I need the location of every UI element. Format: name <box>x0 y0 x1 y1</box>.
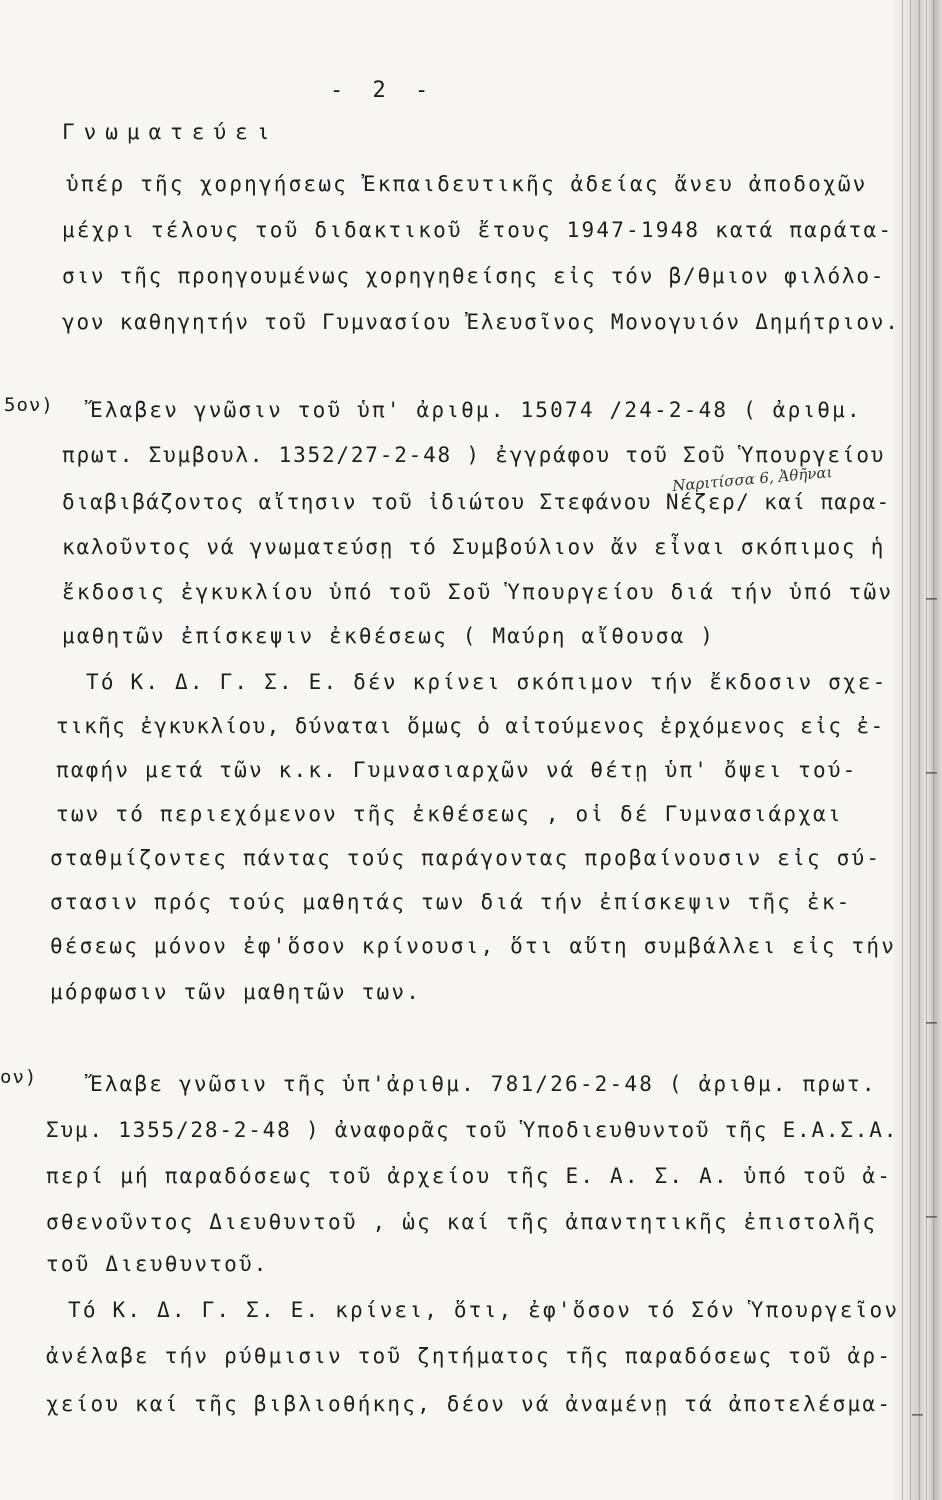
page-binding-edge <box>892 0 942 1500</box>
text-line: καλοῦντος νά γνωματεύσῃ τό Συμβούλιον ἄν εἶναι σκόπιμος ἡ <box>62 535 886 559</box>
text-line: στασιν πρός τούς μαθητάς των διά τήν ἐπίσκεψιν τῆς ἐκ- <box>50 890 852 914</box>
heading: Γνωματεύει <box>62 120 279 144</box>
text-line: πρωτ. Συμβουλ. 1352/27-2-48 ) ἐγγράφου τοῦ Σοῦ Ὑπουργείου <box>62 443 886 467</box>
text-line: τικῆς ἐγκυκλίου, δύναται ὅμως ὁ αἰτούμενος ἐρχόμενος εἰς ἐ- <box>56 714 885 738</box>
text-line: Τό Κ. Δ. Γ. Σ. Ε. κρίνει, ὅτι, ἐφ'ὅσον τό Σόν Ὑπουργεῖον <box>68 1298 900 1322</box>
text-line: των τό περιεχόμενον τῆς ἐκθέσεως , οἱ δέ Γυμνασιάρχαι <box>56 802 843 826</box>
text-line: γον καθηγητήν τοῦ Γυμνασίου Ἐλευσῖνος Μονογυιόν Δημήτριον. <box>62 310 900 334</box>
edge-dash-mark: — <box>912 1404 923 1425</box>
text-line: σθενοῦντος Διευθυντοῦ , ὡς καί τῆς ἀπαντητικῆς ἐπιστολῆς <box>46 1210 878 1234</box>
edge-dash-mark: — <box>926 762 937 783</box>
text-line: Ἔλαβε γνῶσιν τῆς ὑπ'ἀριθμ. 781/26-2-48 ( ἀριθμ. πρωτ. <box>90 1072 877 1096</box>
text-line: σιν τῆς προηγουμένως χορηγηθείσης εἰς τόν β/θμιον φιλόλο- <box>62 264 886 288</box>
text-line: μόρφωσιν τῶν μαθητῶν των. <box>50 980 422 1004</box>
text-line: σταθμίζοντες πάντας τούς παράγοντας προβαίνουσιν εἰς σύ- <box>50 846 882 870</box>
section-number-5: 5ον) <box>4 394 54 416</box>
section-number-6: ον) <box>0 1066 38 1088</box>
text-line: Τό Κ. Δ. Γ. Σ. Ε. δέν κρίνει σκόπιμον τήν ἔκδοσιν σχε- <box>86 670 888 694</box>
text-line: παφήν μετά τῶν κ.κ. Γυμνασιαρχῶν νά θέτῃ ὑπ' ὄψει τού- <box>56 758 858 782</box>
text-line: ἀνέλαβε τήν ρύθμισιν τοῦ ζητήματος τῆς παραδόσεως τοῦ ἀρ- <box>46 1344 893 1368</box>
text-line: Ἔλαβεν γνῶσιν τοῦ ὑπ' ἀριθμ. 15074 /24-2-48 ( ἀριθμ. <box>90 398 862 422</box>
text-line: χείου καί τῆς βιβλιοθήκης, δέον νά ἀναμένῃ τά ἀποτελέσμα- <box>46 1392 893 1416</box>
text-line: μαθητῶν ἐπίσκεψιν ἐκθέσεως ( Μαύρη αἴθουσα ) <box>62 624 716 648</box>
edge-dash-mark: — <box>926 1012 937 1033</box>
text-line: περί μή παραδόσεως τοῦ ἀρχείου τῆς Ε. Α. Σ. Α. ὑπό τοῦ ἀ- <box>46 1164 893 1188</box>
text-line: θέσεως μόνον ἐφ'ὅσον κρίνουσι, ὅτι αὕτη συμβάλλει εἰς τήν <box>50 934 897 958</box>
edge-dash-mark: — <box>926 1206 937 1227</box>
edge-dash-mark: — <box>926 588 937 609</box>
handwritten-address-note: Ναριτίσσα 6, Ἀθῆναι <box>671 463 834 495</box>
text-line: μέχρι τέλους τοῦ διδακτικοῦ ἔτους 1947-1948 κατά παράτα- <box>62 218 894 242</box>
text-line: Συμ. 1355/28-2-48 ) ἀναφορᾶς τοῦ Ὑποδιευθυντοῦ τῆς Ε.Α.Σ.Α. <box>46 1118 899 1142</box>
text-line: τοῦ Διευθυντοῦ. <box>46 1252 269 1276</box>
text-line: ὑπέρ τῆς χορηγήσεως Ἐκπαιδευτικῆς ἀδείας ἄνευ ἀποδοχῶν <box>66 172 868 196</box>
page-number: - 2 - <box>330 78 437 103</box>
text-line: ἔκδοσις ἐγκυκλίου ὑπό τοῦ Σοῦ Ὑπουργείου διά τήν ὑπό τῶν <box>62 580 894 604</box>
text-line: διαβιβάζοντος αἴτησιν τοῦ ἰδιώτου Στεφάνου Νέζερ/ καί παρα- <box>62 490 891 514</box>
